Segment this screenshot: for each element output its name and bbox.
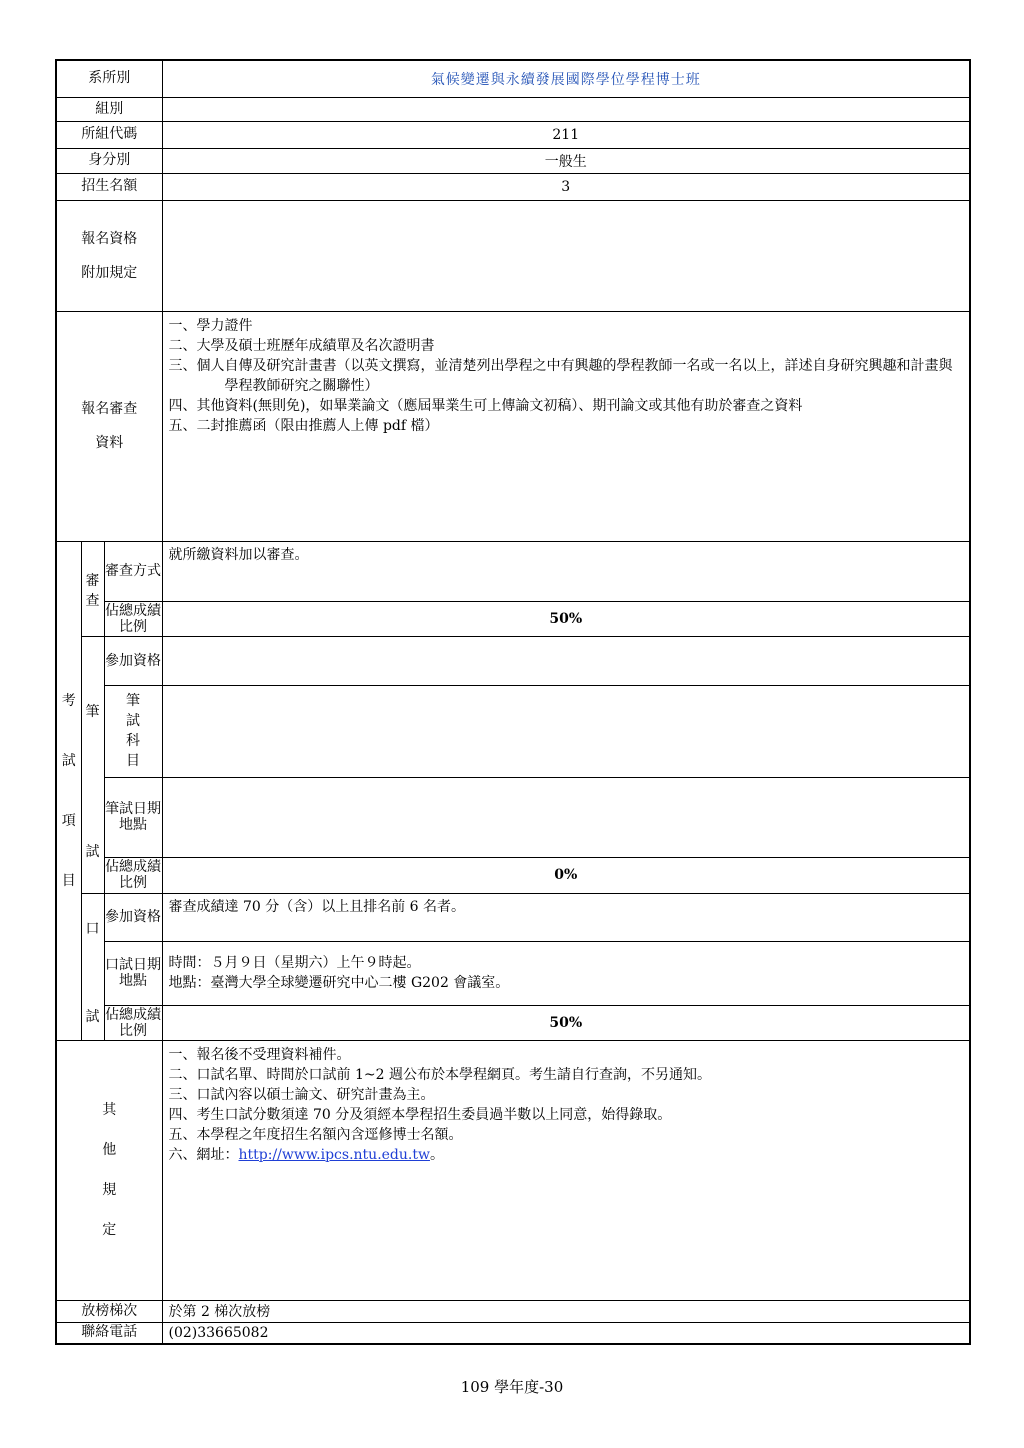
oral-label-char: 口 — [85, 920, 100, 937]
other-label-char: 他 — [102, 1142, 117, 1158]
written-subjects-label — [104, 685, 162, 777]
identity-label: 身分別 — [56, 148, 162, 173]
program-website-link[interactable]: http://www.ipcs.ntu.edu.tw — [238, 1146, 430, 1163]
group-label: 組別 — [56, 97, 162, 121]
oral-time: 時間：５月９日（星期六）上午９時起。 — [168, 955, 421, 971]
review-docs-label — [56, 311, 162, 541]
written-label-char: 試 — [85, 843, 100, 860]
release-value: 於第 2 梯次放榜 — [162, 1300, 970, 1322]
review-method-label: 審查方式 — [104, 541, 162, 601]
url-prefix: 六、網址： — [168, 1146, 239, 1163]
review-docs-list — [162, 311, 970, 541]
subjects-label-char: 科 — [126, 733, 140, 749]
oral-eligibility-value: 審查成績達 70 分（含）以上且排名前 6 名者。 — [162, 893, 970, 941]
dept-title: 氣候變遷與永續發展國際學位學程博士班 — [162, 60, 970, 97]
exam-items-label — [56, 541, 81, 1040]
written-subjects-value — [162, 685, 970, 777]
written-weight-label: 佔總成績比例 — [105, 859, 161, 891]
oral-eligibility-label: 參加資格 — [104, 893, 162, 941]
qualification-label-line2: 附加規定 — [81, 264, 138, 281]
other-label-char: 規 — [102, 1182, 117, 1198]
url-suffix: 。 — [429, 1146, 444, 1163]
other-label-char: 其 — [102, 1102, 117, 1118]
review-doc-item: 二、大學及碩士班歷年成績單及名次證明書 — [168, 337, 435, 354]
quota-value: 3 — [162, 173, 970, 200]
exam-label-char: 考 — [61, 692, 76, 709]
qualification-label-line1: 報名資格 — [81, 230, 138, 247]
release-label: 放榜梯次 — [56, 1300, 162, 1322]
admission-table — [55, 59, 971, 1345]
review-section-label — [81, 541, 104, 636]
written-eligibility-label: 參加資格 — [104, 636, 162, 685]
review-docs-label-line1: 報名審查 — [81, 401, 138, 417]
exam-label-char: 項 — [61, 812, 76, 829]
other-rule-item: 二、口試名單、時間於口試前 1~2 週公布於本學程網頁。考生請自行查詢，不另通知。 — [168, 1066, 711, 1083]
other-rules-label — [56, 1040, 162, 1300]
subjects-label-char: 目 — [126, 753, 140, 769]
qualification-value — [162, 200, 970, 311]
review-method-value: 就所繳資料加以審查。 — [162, 541, 970, 601]
other-rule-item: 五、本學程之年度招生名額內含逕修博士名額。 — [168, 1126, 463, 1143]
review-doc-item: 三、個人自傳及研究計畫書（以英文撰寫，並清楚列出學程之中有興趣的學程教師一名或一名以上，詳述自身研究興趣和計畫與學程教師研究之關聯性） — [168, 357, 953, 394]
contact-value: (02)33665082 — [162, 1322, 970, 1344]
written-label-char: 筆 — [85, 703, 100, 720]
review-doc-item: 五、二封推薦函（限由推薦人上傳 pdf 檔） — [168, 417, 439, 434]
review-doc-item: 一、學力證件 — [168, 317, 253, 334]
review-docs-label-line2: 資料 — [95, 435, 124, 451]
subjects-label-char: 試 — [126, 713, 140, 729]
oral-weight-value: 50% — [162, 1005, 970, 1040]
exam-label-char: 試 — [61, 752, 76, 769]
review-doc-item: 四、其他資料(無則免)，如畢業論文（應屆畢業生可上傳論文初稿）、期刊論文或其他有助於審查之資料 — [168, 397, 803, 414]
exam-label-char: 目 — [61, 872, 76, 889]
oral-datetime-value — [162, 941, 970, 1005]
other-rules-list — [162, 1040, 970, 1300]
written-weight-value: 0% — [162, 857, 970, 893]
other-rule-item-url — [169, 1145, 964, 1165]
oral-location: 地點：臺灣大學全球變遷研究中心二樓 G202 會議室。 — [168, 975, 510, 991]
written-datetime-label: 筆試日期地點 — [104, 777, 162, 857]
group-value — [162, 97, 970, 121]
oral-datetime-label: 口試日期地點 — [104, 941, 162, 1005]
subjects-label-char: 筆 — [126, 693, 140, 709]
code-label: 所組代碼 — [56, 121, 162, 148]
written-eligibility-value — [162, 636, 970, 685]
review-weight-value: 50% — [162, 601, 970, 636]
dept-label: 系所別 — [56, 60, 162, 97]
other-label-char: 定 — [102, 1222, 117, 1238]
contact-label: 聯絡電話 — [56, 1322, 162, 1344]
review-weight-label: 佔總成績比例 — [105, 602, 161, 635]
oral-section-label — [81, 893, 104, 1040]
identity-value: 一般生 — [162, 148, 970, 173]
written-section-label — [81, 636, 104, 893]
oral-weight-label: 佔總成績比例 — [105, 1006, 161, 1039]
review-label-char: 審 — [85, 572, 100, 589]
quota-label: 招生名額 — [56, 173, 162, 200]
oral-label-char: 試 — [85, 1008, 100, 1025]
qualification-label — [56, 200, 162, 311]
other-rule-item: 三、口試內容以碩士論文、研究計畫為主。 — [168, 1086, 435, 1103]
written-datetime-value — [162, 777, 970, 857]
other-rule-item: 一、報名後不受理資料補件。 — [168, 1046, 351, 1063]
other-rule-item: 四、考生口試分數須達 70 分及須經本學程招生委員過半數以上同意，始得錄取。 — [168, 1106, 672, 1123]
review-label-char: 查 — [85, 592, 100, 609]
code-value: 211 — [162, 121, 970, 148]
page-footer: 109 學年度-30 — [460, 1378, 564, 1396]
